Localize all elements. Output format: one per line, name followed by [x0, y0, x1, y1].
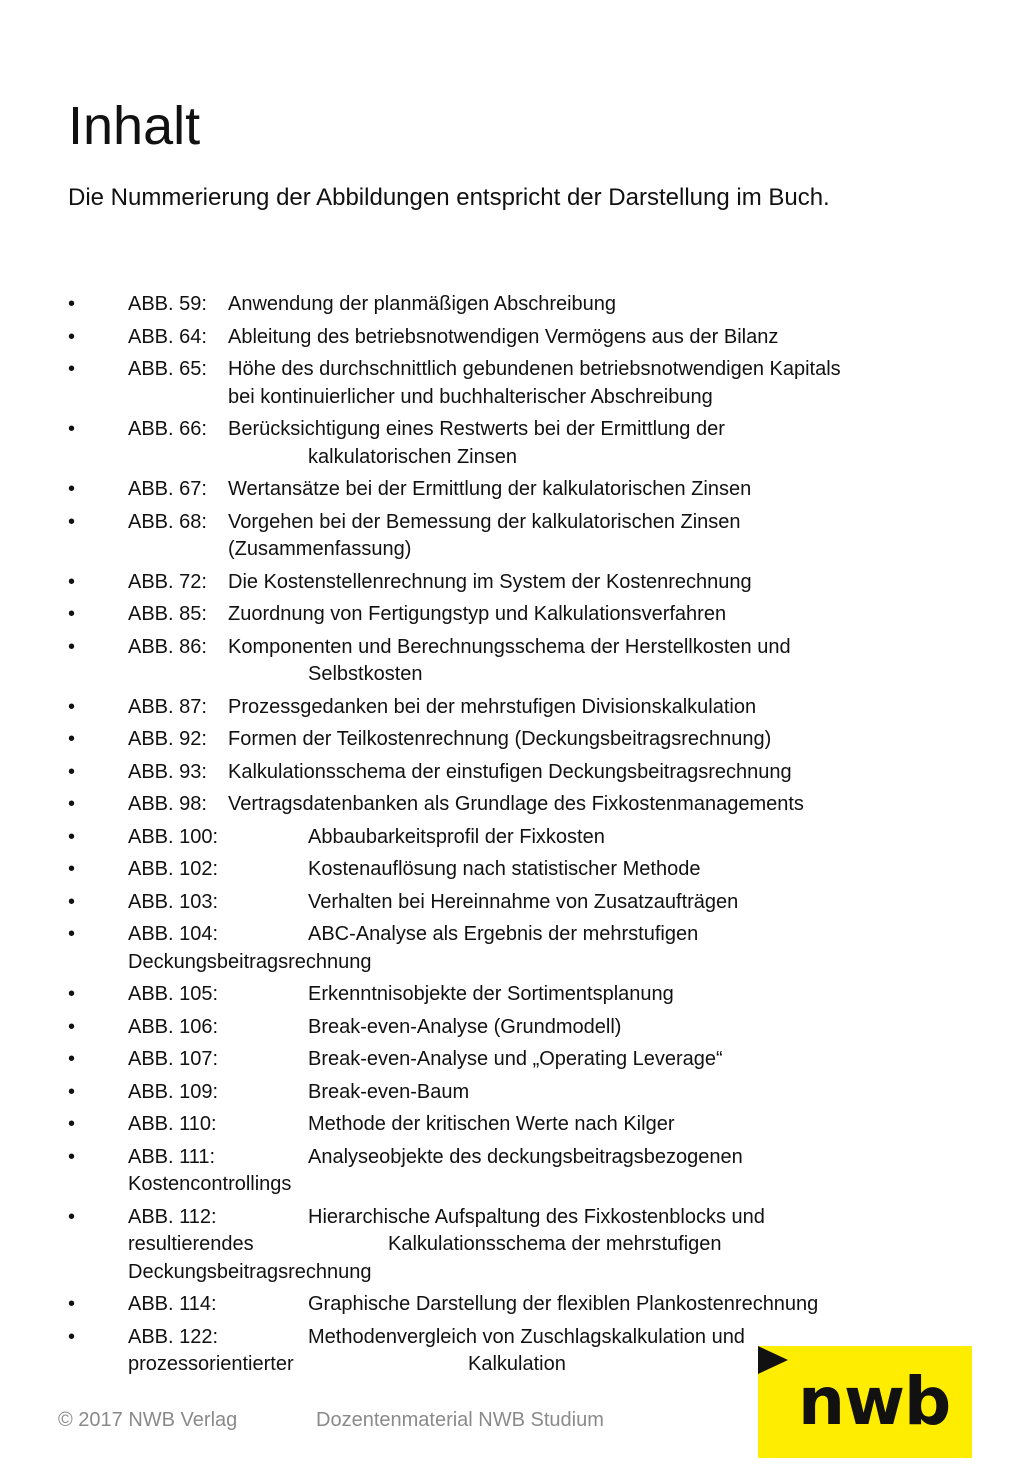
bullet: •	[68, 858, 76, 880]
list-item	[0, 1046, 1024, 1074]
list-item	[0, 889, 1024, 917]
figure-title: Hierarchische Aufspaltung des Fixkostenblocks und	[308, 1205, 765, 1228]
bullet: •	[68, 1293, 76, 1315]
figure-title: Berücksichtigung eines Restwerts bei der Ermittlung der	[228, 418, 725, 440]
figure-title: Erkenntnisobjekte der Sortimentsplanung	[308, 983, 674, 1005]
figure-title: Break-even-Analyse und „Operating Leverage“	[308, 1048, 723, 1070]
figure-number: ABB. 85:	[128, 603, 207, 625]
figure-number: ABB. 106:	[128, 1015, 219, 1038]
list-item	[0, 324, 1024, 352]
figure-number: ABB. 104:	[128, 923, 219, 945]
bullet: •	[68, 1145, 76, 1168]
list-item	[0, 1144, 1024, 1199]
figure-number: ABB. 103:	[128, 890, 219, 913]
figure-number: ABB. 112:	[128, 1205, 217, 1228]
figure-title: Zuordnung von Fertigungstyp und Kalkulationsverfahren	[228, 603, 727, 625]
bullet: •	[68, 760, 76, 783]
figure-number: ABB. 87:	[128, 695, 207, 718]
figure-number: ABB. 114:	[128, 1293, 217, 1315]
bullet: •	[68, 603, 76, 625]
bullet: •	[68, 1048, 76, 1070]
figure-title-continuation: Selbstkosten	[308, 663, 423, 685]
footer-material: Dozentenmaterial NWB Studium	[316, 1409, 604, 1431]
bullet: •	[68, 358, 76, 380]
list-item	[0, 1014, 1024, 1042]
figure-title: Die Kostenstellenrechnung im System der Kostenrechnung	[228, 570, 752, 593]
bullet: •	[68, 1080, 76, 1103]
figure-number: ABB. 72:	[128, 570, 207, 593]
bullet: •	[68, 793, 76, 815]
figure-number: ABB. 64:	[128, 325, 207, 348]
figure-title: Graphische Darstellung der flexiblen Plankostenrechnung	[308, 1293, 819, 1315]
bullet: •	[68, 325, 76, 348]
figure-number: ABB. 107:	[128, 1048, 219, 1070]
figure-number: ABB. 98:	[128, 793, 207, 815]
bullet: •	[68, 923, 76, 945]
figure-number: ABB. 66:	[128, 418, 207, 440]
list-item	[0, 694, 1024, 722]
figure-title: Ableitung des betriebsnotwendigen Vermögens aus der Bilanz	[228, 325, 779, 348]
figure-title: Kostenauflösung nach statistischer Methode	[308, 858, 701, 880]
figure-title: Vertragsdatenbanken als Grundlage des Fixkostenmanagements	[228, 793, 804, 815]
list-item	[0, 791, 1024, 819]
figure-title-continuation: Kalkulationsschema der mehrstufigen	[388, 1233, 722, 1255]
figure-title: Methodenvergleich von Zuschlagskalkulation und	[308, 1325, 745, 1348]
list-item	[0, 291, 1024, 319]
figure-number: ABB. 86:	[128, 635, 207, 658]
bullet: •	[68, 570, 76, 593]
figure-title: Wertansätze bei der Ermittlung der kalkulatorischen Zinsen	[228, 478, 752, 500]
figure-title: Methode der kritischen Werte nach Kilger	[308, 1113, 675, 1135]
list-item	[0, 476, 1024, 504]
bullet: •	[68, 478, 76, 500]
figure-number: ABB. 100:	[128, 825, 219, 848]
bullet: •	[68, 1015, 76, 1038]
list-item	[0, 726, 1024, 754]
figure-title: Verhalten bei Hereinnahme von Zusatzaufträgen	[308, 890, 739, 913]
bullet: •	[68, 293, 76, 315]
bullet: •	[68, 635, 76, 658]
bullet: •	[68, 418, 76, 440]
footer-copyright: © 2017 NWB Verlag	[58, 1409, 238, 1431]
list-item	[0, 509, 1024, 564]
list-item	[0, 356, 1024, 411]
bullet: •	[68, 1113, 76, 1135]
list-item	[0, 1079, 1024, 1107]
figure-number: ABB. 110:	[128, 1113, 217, 1135]
figure-title: Komponenten und Berechnungsschema der Herstellkosten und	[228, 635, 791, 658]
list-item	[0, 759, 1024, 787]
figure-title-continuation: kalkulatorischen Zinsen	[308, 445, 517, 468]
figure-title: ABC-Analyse als Ergebnis der mehrstufigen	[308, 923, 699, 945]
figure-title-continuation: Deckungsbeitragsrechnung	[128, 950, 372, 973]
figure-title: Analyseobjekte des deckungsbeitragsbezogenen	[308, 1145, 743, 1168]
list-item	[0, 1111, 1024, 1139]
figure-title: Abbaubarkeitsprofil der Fixkosten	[308, 825, 605, 848]
list-item	[0, 824, 1024, 852]
figure-number: ABB. 111:	[128, 1145, 216, 1168]
logo-wordmark: nwb	[798, 1363, 951, 1440]
list-item	[0, 416, 1024, 471]
figure-number: ABB. 92:	[128, 728, 207, 750]
page-title: Inhalt	[68, 96, 201, 156]
page-subtitle: Die Nummerierung der Abbildungen entspricht der Darstellung im Buch.	[68, 184, 830, 211]
figure-number: ABB. 59:	[128, 293, 207, 315]
figure-title-continuation: resultierendes	[128, 1233, 254, 1255]
figure-number: ABB. 102:	[128, 858, 219, 880]
figure-number: ABB. 93:	[128, 760, 207, 783]
list-item	[0, 601, 1024, 629]
bullet: •	[68, 510, 76, 533]
figure-title: Prozessgedanken bei der mehrstufigen Divisionskalkulation	[228, 695, 757, 718]
figure-title-continuation: Kalkulation	[468, 1353, 566, 1375]
figure-title-continuation: Kostencontrollings	[128, 1173, 292, 1195]
figure-number: ABB. 65:	[128, 358, 207, 380]
figure-title: Höhe des durchschnittlich gebundenen betriebsnotwendigen Kapitals	[228, 358, 841, 380]
bullet: •	[68, 728, 76, 750]
figure-number: ABB. 67:	[128, 478, 207, 500]
figure-list	[0, 291, 1024, 1384]
list-item	[0, 1291, 1024, 1319]
figure-title: Break-even-Analyse (Grundmodell)	[308, 1015, 622, 1038]
bullet: •	[68, 825, 76, 848]
list-item	[0, 569, 1024, 597]
bullet: •	[68, 983, 76, 1005]
bullet: •	[68, 1325, 76, 1348]
logo-arrow-icon	[758, 1346, 788, 1374]
nwb-logo	[758, 1346, 972, 1458]
figure-number: ABB. 68:	[128, 510, 207, 533]
figure-title-continuation: prozessorientierter	[128, 1353, 294, 1375]
figure-title-continuation: (Zusammenfassung)	[228, 538, 412, 560]
figure-number: ABB. 122:	[128, 1325, 219, 1348]
figure-number: ABB. 109:	[128, 1080, 219, 1103]
list-item	[0, 634, 1024, 689]
list-item	[0, 921, 1024, 976]
figure-title: Vorgehen bei der Bemessung der kalkulatorischen Zinsen	[228, 510, 741, 533]
figure-title: Formen der Teilkostenrechnung (Deckungsbeitragsrechnung)	[228, 728, 772, 750]
list-item	[0, 856, 1024, 884]
bullet: •	[68, 695, 76, 718]
figure-title-continuation: bei kontinuierlicher und buchhalterischer Abschreibung	[228, 385, 713, 408]
bullet: •	[68, 890, 76, 913]
figure-title-continuation: Deckungsbeitragsrechnung	[128, 1260, 372, 1283]
list-item	[0, 981, 1024, 1009]
bullet: •	[68, 1205, 76, 1228]
figure-title: Anwendung der planmäßigen Abschreibung	[228, 293, 617, 315]
figure-title: Break-even-Baum	[308, 1080, 470, 1103]
figure-title: Kalkulationsschema der einstufigen Deckungsbeitragsrechnung	[228, 760, 792, 783]
figure-number: ABB. 105:	[128, 983, 219, 1005]
list-item	[0, 1204, 1024, 1287]
